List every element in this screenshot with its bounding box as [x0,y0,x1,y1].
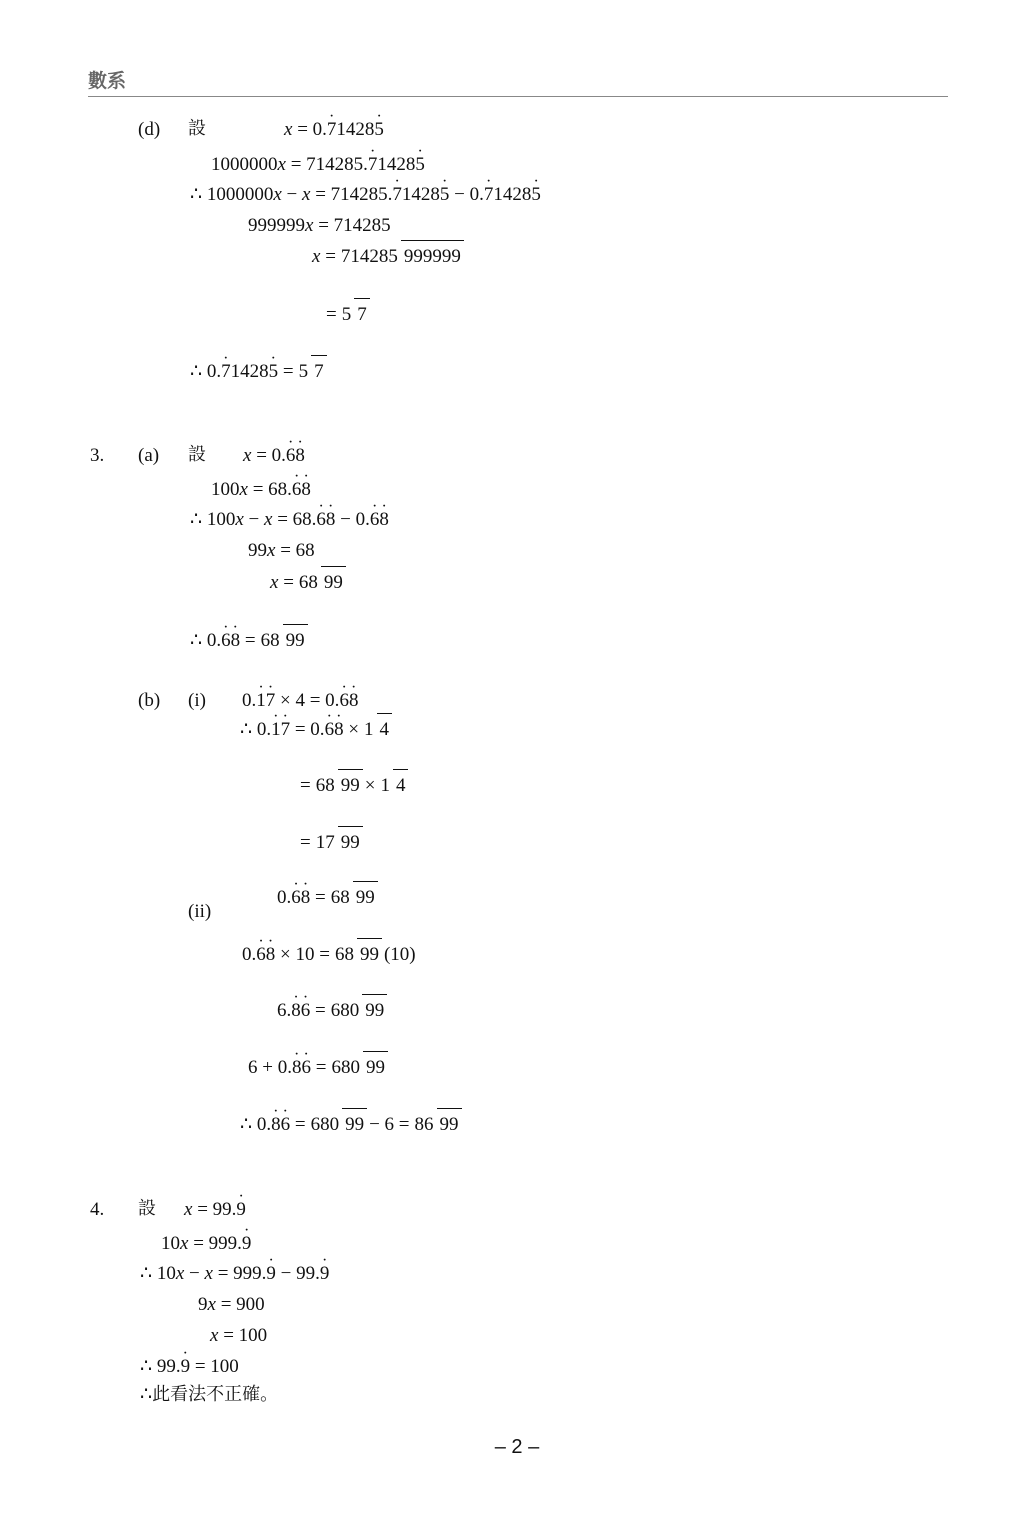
equation-line: x = 714285 999999 [312,247,466,266]
equation-line: ∴ 10x − x = 999.9 · − 99.9 · [140,1264,329,1283]
equation-line: 100x = 68.6 ·8 · [211,480,311,499]
fraction: 5 7 [296,362,327,381]
conclusion-text: 此看法不正確。 [152,1383,279,1405]
fraction: 1 4 [377,776,408,795]
question-number: 4. [90,1199,105,1220]
equation-line: x = 0.7 ·14285 · [284,120,384,139]
page-number: – 2 – [494,1436,540,1458]
conclusion-line: ∴ 此看法不正確。 [140,1383,279,1405]
equation-line: 6.8 ·6 · = 680 99 [277,1001,389,1020]
equation-line: = 68 99 × 1 4 [300,776,410,795]
fraction: 68 99 [296,573,346,592]
question-number: 3. [90,445,105,466]
equation-line: = 5 7 [326,305,372,324]
fraction: 86 99 [412,1115,462,1134]
equation-line: 9x = 900 [198,1294,265,1315]
equation-line: ∴ 100x − x = 68.6 ·8 · − 0.6 ·8 · [190,510,389,529]
equation-line: ∴ 1000000x − x = 714285.7 ·14285 · − 0.7 ·14285 · [190,185,541,204]
fraction: 68 99 [313,776,363,795]
fraction: 680 99 [328,1058,388,1077]
equation-line: ∴ 0.6 ·8 · = 68 99 [190,631,310,650]
fraction: 680 99 [308,1115,368,1134]
equation-line: x = 0.6 ·8 · [243,446,305,465]
equation-line: x = 68 99 [270,573,348,592]
let-word: 設 [138,1198,156,1219]
subpart-ii-label: (ii) [188,901,212,922]
fraction: 680 99 [328,1001,388,1020]
let-word: 設 [188,444,206,465]
equation-line: 999999x = 714285 [248,215,391,236]
equation-line: x = 99.9 · [184,1200,246,1219]
fraction: 17 99 [313,833,363,852]
equation-line: x = 100 [210,1325,268,1346]
part-a-label: (a) [138,445,160,466]
fraction: 714285 999999 [338,247,464,266]
fraction: 68 99 [258,631,308,650]
equation-line: 1000000x = 714285.7 ·14285 · [211,155,425,174]
fraction: 1 4 [361,720,392,739]
header-title: 數系 [88,70,127,92]
fraction: 68 99 [328,888,378,907]
equation-line: ∴ 0.8 ·6 · = 680 99 − 6 = 86 99 [240,1115,464,1134]
equation-line: ∴ 0.7 ·14285 · = 5 7 [190,362,329,381]
fraction: 68 99 [332,945,382,964]
equation-line: 0.1 ·7 · × 4 = 0.6 ·8 · [242,691,358,710]
equation-line: 0.6 ·8 · × 10 = 68 99 (10) [242,945,416,964]
equation-line: 6 + 0.8 ·6 · = 680 99 [248,1058,390,1077]
fraction: 5 7 [339,305,370,324]
equation-line: = 17 99 [300,833,365,852]
subpart-i-label: (i) [188,690,206,711]
equation-line: 99x = 68 [248,540,315,561]
header-rule [88,96,948,97]
equation-line: ∴ 99.9 · = 100 [140,1357,239,1376]
equation-line: ∴ 0.1 ·7 · = 0.6 ·8 · × 1 4 [240,720,394,739]
part-b-label: (b) [138,690,161,711]
part-d-label: (d) [138,119,161,140]
equation-line: 0.6 ·8 · = 68 99 [277,888,380,907]
let-word: 設 [188,118,206,139]
equation-line: 10x = 999.9 · [161,1234,251,1253]
